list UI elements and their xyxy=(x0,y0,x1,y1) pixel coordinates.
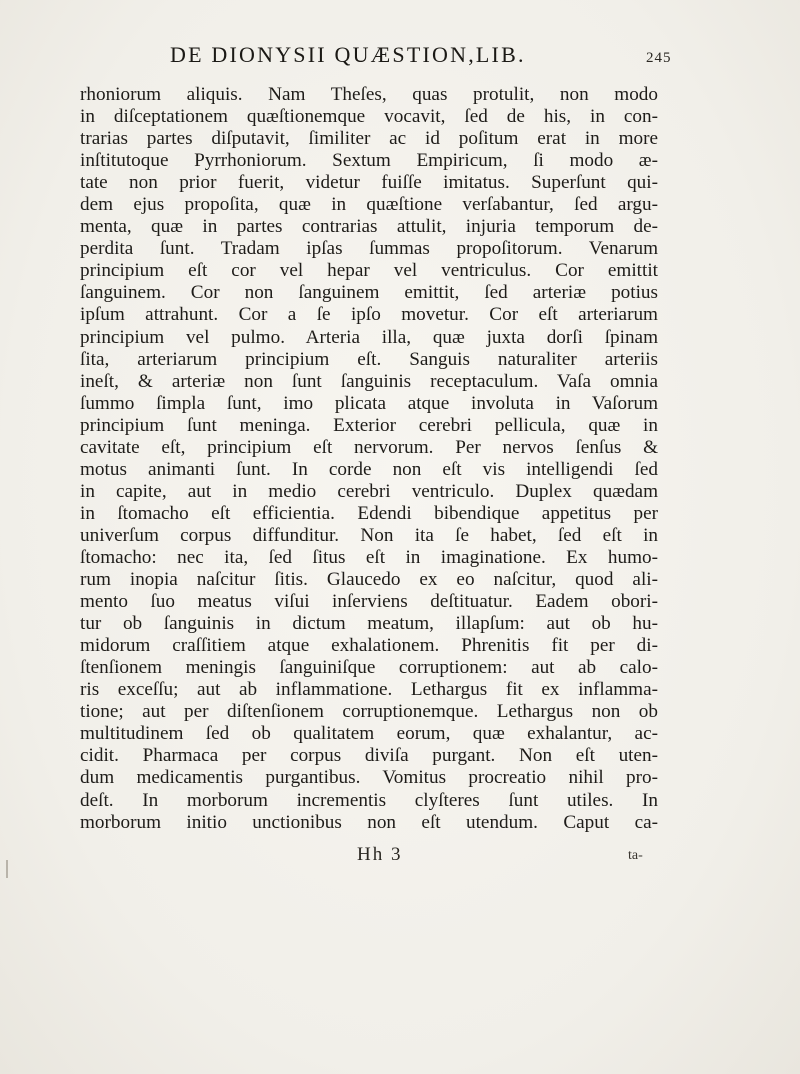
text-line: in capite, aut in medio cerebri ventriculo. Duplex quædam xyxy=(80,480,658,502)
text-line: ſanguinem. Cor non ſanguinem emittit, ſed arteriæ potius xyxy=(80,282,658,304)
page-edge-mark xyxy=(6,860,8,878)
text-line: trarias partes diſputavit, ſimiliter ac id poſitum erat in more xyxy=(80,128,658,150)
text-line: ſtomacho: nec ita, ſed ſitus eſt in imaginatione. Ex humo- xyxy=(80,546,658,568)
text-line: cidit. Pharmaca per corpus diviſa purgant. Non eſt uten- xyxy=(80,745,658,767)
text-line: ſtenſionem meningis ſanguiniſque corruptionem: aut ab calo- xyxy=(80,657,658,679)
body-text xyxy=(80,84,658,834)
text-line: principium ſunt meninga. Exterior cerebri pellicula, quæ in xyxy=(80,414,658,436)
text-line: cavitate eſt, principium eſt nervorum. Per nervos ſenſus & xyxy=(80,436,658,458)
text-line: inſtitutoque Pyrrhoniorum. Sextum Empiricum, ſi modo æ- xyxy=(80,150,658,172)
text-line: in ſtomacho eſt efficientia. Edendi bibendique appetitus per xyxy=(80,502,658,524)
text-line: tione; aut per diſtenſionem corruptionemque. Lethargus non ob xyxy=(80,701,658,723)
text-line: midorum craſſitiem atque exhalationem. Phrenitis fit per di- xyxy=(80,635,658,657)
text-line: univerſum corpus diffunditur. Non ita ſe habet, ſed eſt in xyxy=(80,524,658,546)
text-line: rhoniorum aliquis. Nam Theſes, quas protulit, non modo xyxy=(80,84,658,105)
text-line: dem ejus propoſita, quæ in quæſtione verſabantur, ſed argu- xyxy=(80,194,658,216)
text-line: principium vel pulmo. Arteria illa, quæ juxta dorſi ſpinam xyxy=(80,326,658,348)
signature-mark: Hh 3 xyxy=(357,844,403,865)
catchword: ta- xyxy=(628,848,643,863)
running-head: DE DIONYSII QUÆSTION,LIB. xyxy=(170,42,526,67)
text-line: mento ſuo meatus viſui inſerviens deſtituatur. Eadem obori- xyxy=(80,591,658,613)
text-line: ineſt, & arteriæ non ſunt ſanguinis receptaculum. Vaſa omnia xyxy=(80,370,658,392)
text-line: ſita, arteriarum principium eſt. Sanguis naturaliter arteriis xyxy=(80,348,658,370)
text-line: ris exceſſu; aut ab inflammatione. Lethargus fit ex inflamma- xyxy=(80,679,658,701)
text-line: rum inopia naſcitur ſitis. Glaucedo ex eo naſcitur, quod ali- xyxy=(80,569,658,591)
text-line: motus animanti ſunt. In corde non eſt vis intelligendi ſed xyxy=(80,458,658,480)
text-line: tur ob ſanguinis in dictum meatum, illapſum: aut ob hu- xyxy=(80,613,658,635)
text-line: menta, quæ in partes contrarias attulit, injuria temporum de- xyxy=(80,216,658,238)
text-line: tate non prior fuerit, videtur fuiſſe imitatus. Superſunt qui- xyxy=(80,172,658,194)
text-line: deſt. In morborum incrementis clyſteres ſunt utiles. In xyxy=(80,789,658,811)
text-line: ſummo ſimpla ſunt, imo plicata atque involuta in Vaſorum xyxy=(80,392,658,414)
text-line: morborum initio unctionibus non eſt utendum. Caput ca- xyxy=(80,811,658,833)
text-line: in diſceptationem quæſtionemque vocavit, ſed de his, in con- xyxy=(80,106,658,128)
text-line: dum medicamentis purgantibus. Vomitus procreatio nihil pro- xyxy=(80,767,658,789)
text-line: perdita ſunt. Tradam ipſas ſummas propoſitorum. Venarum xyxy=(80,238,658,260)
text-line: ipſum attrahunt. Cor a ſe ipſo movetur. Cor eſt arteriarum xyxy=(80,304,658,326)
text-line: principium eſt cor vel hepar vel ventriculus. Cor emittit xyxy=(80,260,658,282)
text-line: multitudinem ſed ob qualitatem eorum, quæ exhalantur, ac- xyxy=(80,723,658,745)
page-number: 245 xyxy=(646,50,672,66)
